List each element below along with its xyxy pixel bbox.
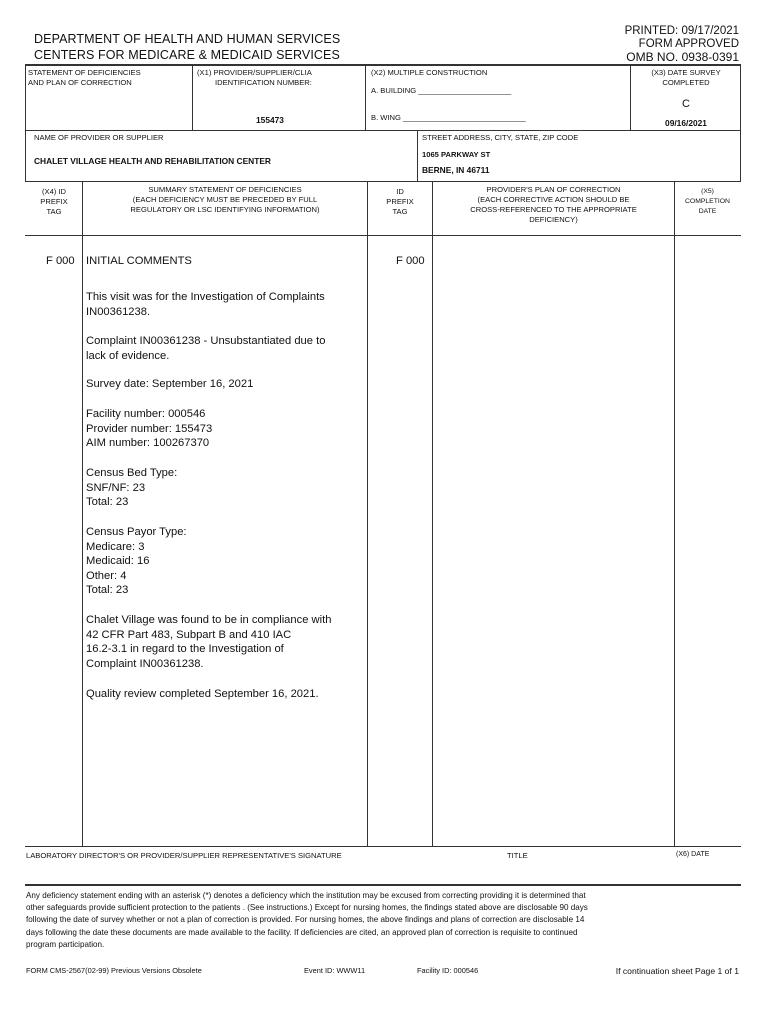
id-prefix-tag-header: ID PREFIX TAG [386,187,414,216]
paragraph-complaint: Complaint IN00361238 - Unsubstantiated due to lack of evidence. [86,335,326,362]
event-id: Event ID: WWW11 [304,966,366,975]
address-street: 1065 PARKWAY ST [422,150,491,159]
x6-date-label: (X6) DATE [676,851,710,858]
form-approved: FORM APPROVED [638,38,739,50]
printed-date: PRINTED: 09/17/2021 [624,25,739,37]
paragraph-census-bed: Census Bed Type: SNF/NF: 23 Total: 23 [86,467,178,508]
completion-date-header: (X5) COMPLETION DATE [685,188,730,215]
provider-name: CHALET VILLAGE HEALTH AND REHABILITATION CENTER [34,156,271,166]
provider-id-label: (X1) PROVIDER/SUPPLIER/CLIA IDENTIFICATION NUMBER: [197,68,312,87]
survey-date-label: (X3) DATE SURVEY COMPLETED [651,68,721,87]
tag-right: F 000 [396,255,425,267]
statement-label: STATEMENT OF DEFICIENCIES AND PLAN OF CORRECTION [28,68,141,87]
form-info [625,25,739,64]
wing-field: B. WING _____________________________ [371,113,526,122]
entry-heading: INITIAL COMMENTS [86,255,192,267]
page-indicator: If continuation sheet Page 1 of 1 [615,966,739,976]
plan-of-correction-header: PROVIDER'S PLAN OF CORRECTION (EACH CORRECTIVE ACTION SHOULD BE CROSS-REFERENCED TO THE APPROPRIATE DEFICIENCY) [470,185,637,224]
provider-name-label: NAME OF PROVIDER OR SUPPLIER [34,133,164,142]
paragraph-survey-date: Survey date: September 16, 2021 [86,378,254,390]
paragraph-quality-review: Quality review completed September 16, 2021. [86,688,319,700]
tag-left: F 000 [46,255,75,267]
address-city: BERNE, IN 46711 [422,165,490,175]
x4-id-prefix-tag: (X4) ID PREFIX TAG [40,187,68,216]
department-header [34,31,340,63]
survey-completed-date: 09/16/2021 [665,118,707,128]
department-name: DEPARTMENT OF HEALTH AND HUMAN SERVICES [34,32,341,46]
address-label: STREET ADDRESS, CITY, STATE, ZIP CODE [422,133,579,142]
title-label: TITLE [507,851,528,860]
omb-number: OMB NO. 0938-0391 [626,50,739,64]
multiple-construction-label: (X2) MULTIPLE CONSTRUCTION [371,68,488,77]
paragraph-facility-numbers: Facility number: 000546 Provider number: 155473 AIM number: 100267370 [86,408,213,449]
agency-name: CENTERS FOR MEDICARE & MEDICAID SERVICES [34,48,340,62]
survey-type-code: C [682,98,690,110]
signature-label: LABORATORY DIRECTOR'S OR PROVIDER/SUPPLIER REPRESENTATIVE'S SIGNATURE [26,851,342,860]
form-number: FORM CMS-2567(02-99) Previous Versions Obsolete [26,966,202,975]
facility-id: Facility ID: 000546 [417,966,479,975]
paragraph-investigation: This visit was for the Investigation of Complaints IN00361238. [86,291,325,318]
paragraph-compliance: Chalet Village was found to be in compliance with 42 CFR Part 483, Subpart B and 410 IAC 16.2-3.1 in regard to the Investigation of Complaint IN00361238. [86,614,332,670]
summary-statement-header: SUMMARY STATEMENT OF DEFICIENCIES (EACH DEFICIENCY MUST BE PRECEDED BY FULL REGULATORY OR LSC IDENTIFYING INFORMATION) [130,185,320,214]
provider-id-value: 155473 [256,115,284,125]
paragraph-census-payor: Census Payor Type: Medicare: 3 Medicaid: 16 Other: 4 Total: 23 [86,526,187,596]
disclaimer-text: Any deficiency statement ending with an asterisk (*) denotes a deficiency which the institution may be excused from correcting providing it is determined that other safeguards provide sufficient protection to the patients . (See instructions.) Except for nursing homes, the findings stated above are disclosable 90 days following the date of survey whether or not a plan of correction is provided. For nursing homes, the above findings and plans of correction are disclosable 14 days following the date these documents are made available to the facility. If deficiencies are cited, an approved plan of correction is requisite to continued program participation. [26,891,588,949]
building-field: A. BUILDING ______________________ [371,86,512,95]
